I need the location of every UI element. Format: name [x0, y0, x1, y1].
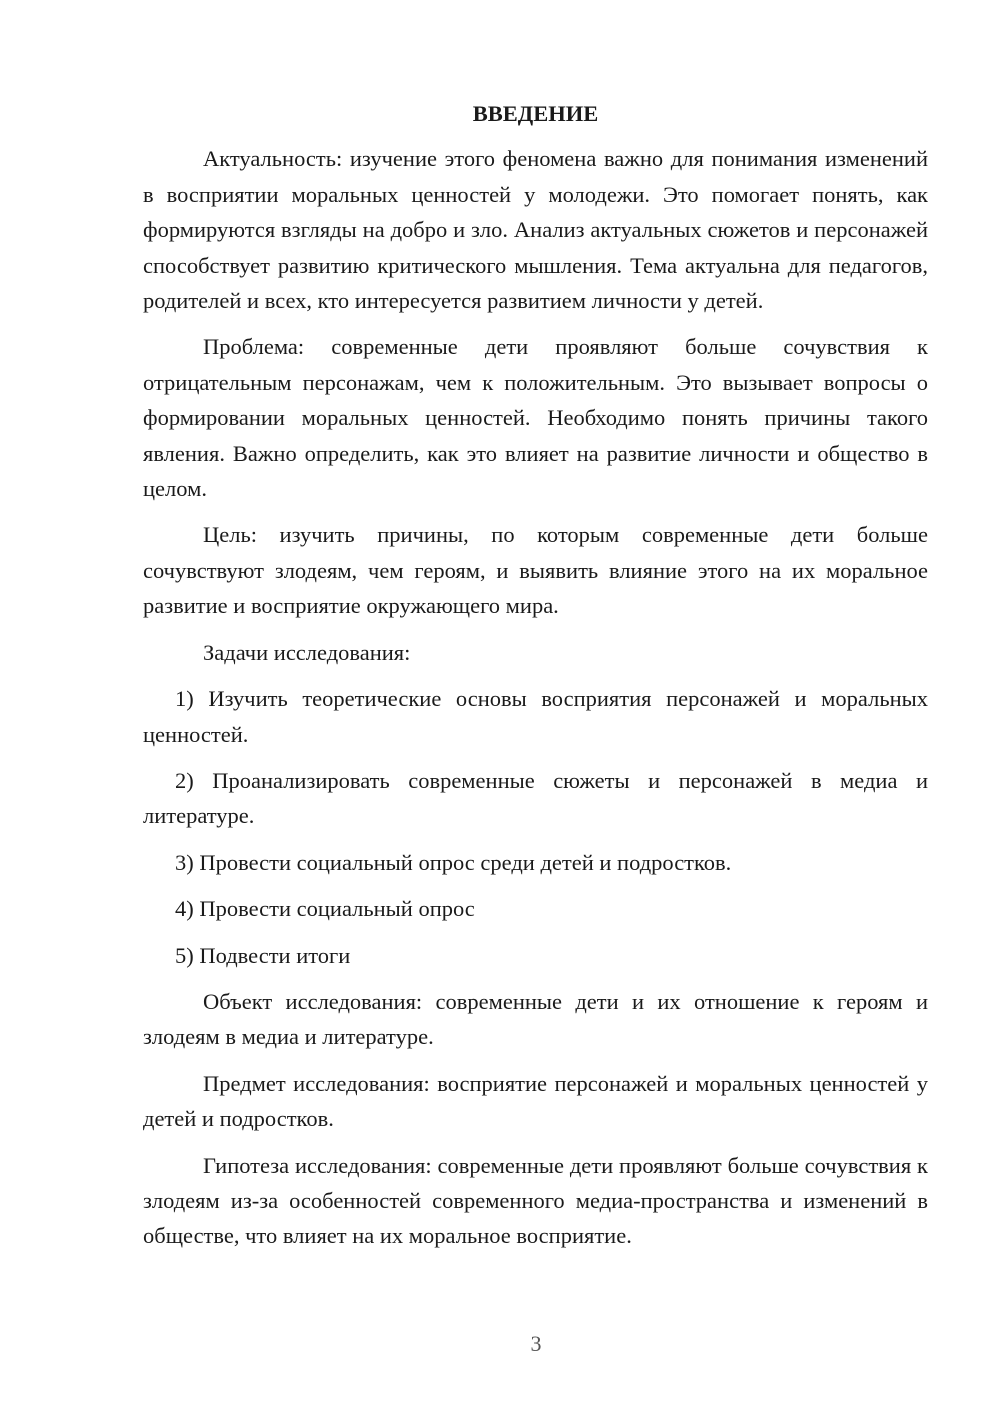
- object-paragraph: Объект исследования: современные дети и их отношение к героям и злодеям в медиа и литературе.: [143, 988, 928, 1050]
- relevance-paragraph: Актуальность: изучение этого феномена важно для понимания изменений в восприятии моральных ценностей у молодежи. Это помогает понять, как формируются взгляды на добро и зло. Анализ актуальных сюжетов и персонажей способствует развитию критического мышления. Тема актуальна для педагогов, родителей и всех, кто интересуется развитием личности у детей.: [143, 146, 928, 314]
- goal-paragraph: Цель: изучить причины, по которым современные дети больше сочувствуют злодеям, чем героям, и выявить влияние этого на их моральное развитие и восприятие окружающего мира.: [143, 522, 928, 619]
- task-item: 2) Проанализировать современные сюжеты и персонажей в медиа и литературе.: [143, 767, 928, 829]
- section-heading: ВВЕДЕНИЕ: [472, 101, 599, 126]
- task-item: 1) Изучить теоретические основы восприятия персонажей и моральных ценностей.: [143, 686, 928, 747]
- problem-paragraph: Проблема: современные дети проявляют больше сочувствия к отрицательным персонажам, чем к положительным. Это вызывает вопросы о формировании моральных ценностей. Необходимо понять причины такого явления. Важно определить, как это влияет на развитие личности и общество в целом.: [143, 334, 928, 502]
- page-number: 3: [530, 1331, 542, 1356]
- subject-paragraph: Предмет исследования: восприятие персонажей и моральных ценностей у детей и подростков.: [143, 1070, 928, 1132]
- task-item: 4) Провести социальный опрос: [175, 896, 475, 922]
- tasks-title: Задачи исследования:: [203, 639, 411, 665]
- task-item: 3) Провести социальный опрос среди детей и подростков.: [175, 849, 732, 875]
- hypothesis-paragraph: Гипотеза исследования: современные дети проявляют больше сочувствия к злодеям из-за особенностей современного медиа-пространства и изменений в обществе, что влияет на их моральное восприятие.: [143, 1152, 928, 1249]
- page-content: [143, 96, 928, 1265]
- task-item: 5) Подвести итоги: [175, 942, 351, 968]
